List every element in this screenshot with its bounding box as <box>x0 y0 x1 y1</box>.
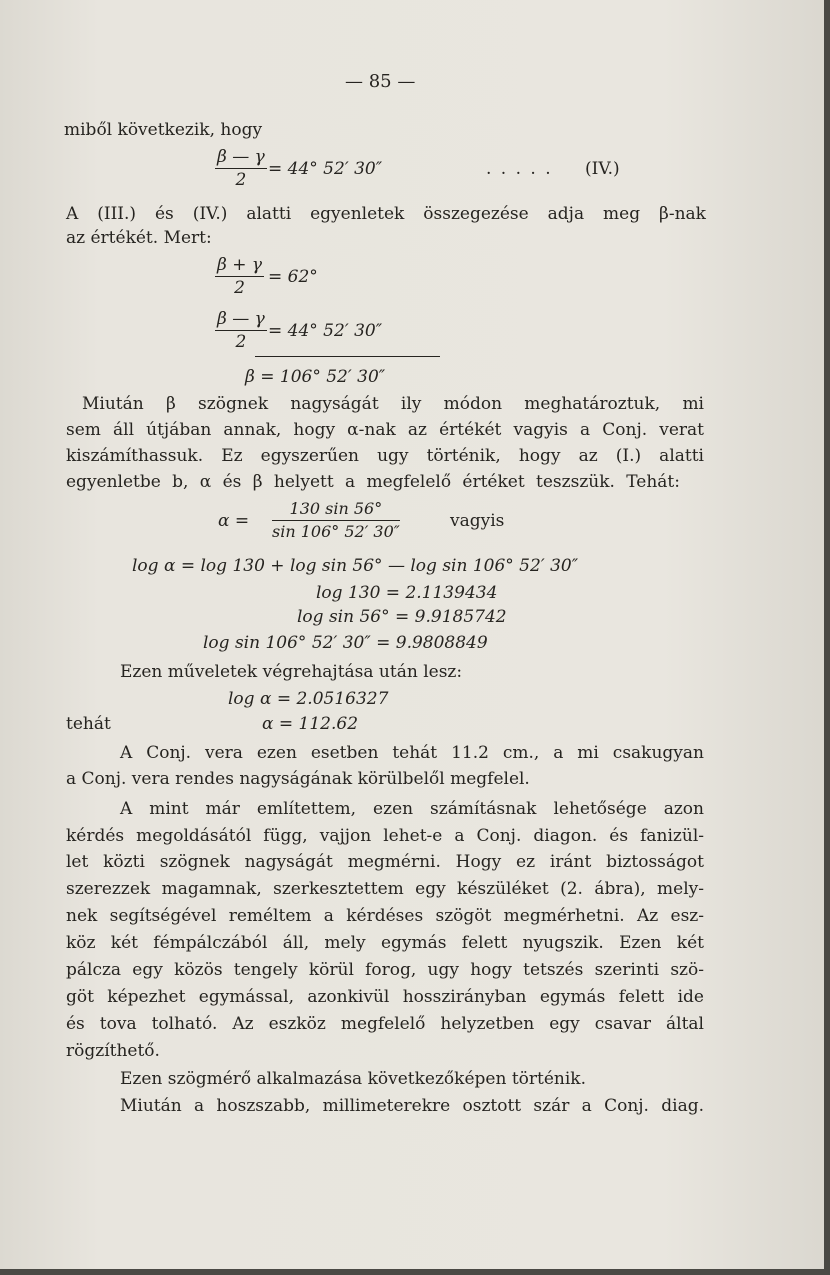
fraction-numerator: 130 sin 56° <box>272 498 400 521</box>
fraction-denominator: 2 <box>234 278 245 298</box>
text-line: A mint már említettem, ezen számításnak lehetősége azon <box>120 799 704 819</box>
equation-result-beta: β = 106° 52′ 30″ <box>245 367 386 387</box>
fraction-numerator: β — γ <box>217 309 265 329</box>
text-line: egyenletbe b, α és β helyett a megfelelő értéket teszszük. Tehát: <box>66 472 680 492</box>
text-line: A (III.) és (IV.) alatti egyenletek összegezése adja meg β-nak <box>66 204 706 224</box>
equation-rhs: = 62° <box>268 267 318 287</box>
text-line: kérdés megoldásától függ, vajjon lehet-e a Conj. diagon. és fanizül- <box>66 826 704 846</box>
equation-tag: (IV.) <box>585 159 620 179</box>
log-alpha-result: log α = 2.0516327 <box>228 689 389 709</box>
log-line: log 130 = 2.1139434 <box>316 583 498 603</box>
fraction-beta-minus-gamma <box>215 308 267 353</box>
text-line: let közti szögnek nagyságát megmérni. Hogy ez iránt biztosságot <box>66 852 704 872</box>
log-line: log α = log 130 + log sin 56° — log sin 106° 52′ 30″ <box>132 556 579 576</box>
text-line: a Conj. vera rendes nagyságának körülbelől megfelel. <box>66 769 530 789</box>
fraction-beta-plus-gamma <box>215 254 264 299</box>
page-edge-shadow-bottom <box>0 1269 830 1275</box>
fraction-denominator: sin 106° 52′ 30″ <box>272 522 400 541</box>
text-tehat: tehát <box>66 714 111 734</box>
text-line: kiszámíthassuk. Ez egyszerűen ugy történik, hogy az (I.) alatti <box>66 446 704 466</box>
fraction-numerator: β + γ <box>217 255 263 275</box>
sum-rule-line <box>255 356 440 357</box>
alpha-lhs: α = <box>218 511 250 531</box>
text-line: rögzíthető. <box>66 1041 160 1061</box>
text-line: Ezen szögmérő alkalmazása következőképen történik. <box>120 1069 586 1089</box>
intro-line: miből következik, hogy <box>64 120 263 140</box>
fraction-numerator: β — γ <box>217 147 265 167</box>
page-number: — 85 — <box>345 71 416 92</box>
equation-dots: . . . . . <box>486 159 553 179</box>
text-line: A Conj. vera ezen esetben tehát 11.2 cm., a mi csakugyan <box>120 743 704 763</box>
log-line: log sin 106° 52′ 30″ = 9.9808849 <box>203 633 488 653</box>
fraction-beta-minus-gamma <box>215 146 267 191</box>
text-line: göt képezhet egymással, azonkivül hosszirányban egymás felett ide <box>66 987 704 1007</box>
text-line: Miután β szögnek nagyságát ily módon meghatároztuk, mi <box>82 394 704 414</box>
text-line: Miután a hoszszabb, millimeterekre osztott szár a Conj. diag. <box>120 1096 704 1116</box>
alpha-result: α = 112.62 <box>262 714 359 734</box>
fraction-alpha <box>272 498 400 543</box>
text-vagyis: vagyis <box>450 511 505 531</box>
equation-rhs: = 44° 52′ 30″ <box>268 159 383 179</box>
equation-rhs: = 44° 52′ 30″ <box>268 321 383 341</box>
fraction-denominator: 2 <box>235 170 247 190</box>
text-line: Ezen műveletek végrehajtása után lesz: <box>120 662 463 682</box>
log-line: log sin 56° = 9.9185742 <box>297 607 507 627</box>
text-line: köz két fémpálczából áll, mely egymás felett nyugszik. Ezen két <box>66 933 704 953</box>
text-line: nek segítségével reméltem a kérdéses szögöt megmérhetni. Az esz- <box>66 906 704 926</box>
text-line: és tova tolható. Az eszköz megfelelő helyzetben egy csavar által <box>66 1014 704 1034</box>
text-line: az értékét. Mert: <box>66 228 212 248</box>
text-line: sem áll útjában annak, hogy α-nak az értékét vagyis a Conj. verat <box>66 420 704 440</box>
page-edge-shadow <box>824 0 830 1275</box>
fraction-denominator: 2 <box>235 332 247 352</box>
text-line: szerezzek magamnak, szerkesztettem egy készüléket (2. ábra), mely- <box>66 879 704 899</box>
text-line: pálcza egy közös tengely körül forog, ugy hogy tetszés szerinti szö- <box>66 960 704 980</box>
